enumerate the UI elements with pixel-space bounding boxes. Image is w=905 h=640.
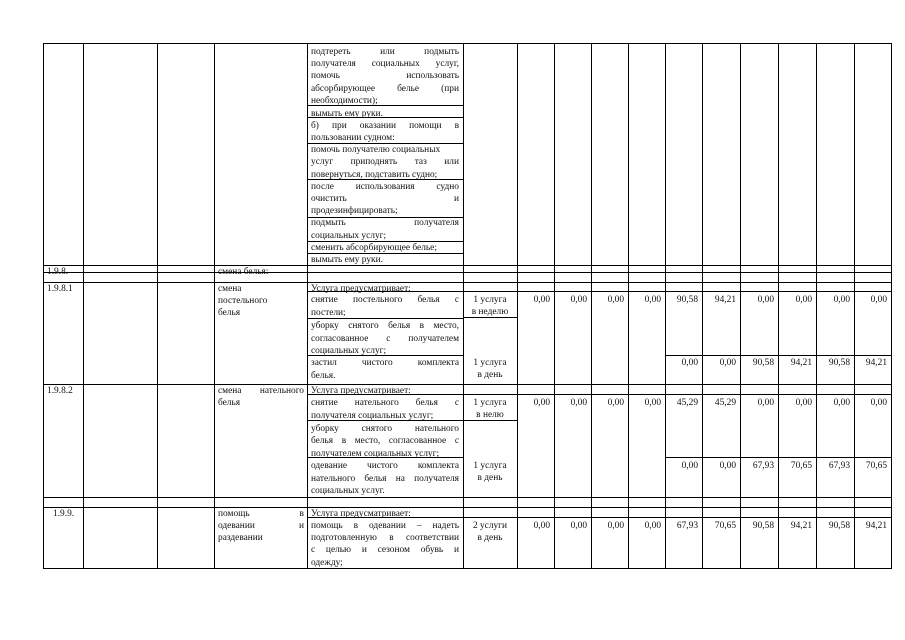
description-line: получателем социальных услуг; [311,448,440,459]
value-cell: 0,00 [681,358,698,368]
table-column-rule [816,43,817,568]
frequency: 1 услуга [473,398,507,408]
value-cell: 70,65 [790,461,812,471]
description-line: застил чистого комплекта [311,358,459,368]
description-line: подмыть получателя [311,218,459,229]
description-line: уборку снятого белья в место, [311,321,459,331]
service-name: белья [218,308,241,319]
table-rule [43,282,892,283]
description-line: вымыть ему руки. [311,108,383,119]
value-cell: 0,00 [719,461,736,471]
table-column-rule [740,43,741,568]
value-cell: 0,00 [681,461,698,471]
description-line: сменить абсорбирующее белье; [311,242,437,253]
service-name: раздевании [218,533,263,544]
description-line: б) при оказании помощи в [311,120,459,131]
value-cell: 0,00 [570,398,587,408]
description-line: услуг приподнять таз или [311,157,459,168]
value-cell: 0,00 [607,295,624,305]
value-cell: 67,93 [752,461,774,471]
table-column-rule [517,43,518,568]
description-line: социальных услуг; [311,346,387,356]
table-rule [43,497,892,498]
description-line: постели; [311,307,346,318]
service-name: смена белья: [218,267,269,277]
description-line: продезинфицировать; [311,206,398,217]
description-line: получателя социальных услуг, [311,59,459,70]
description-line: повернуться, подставить судно; [311,169,438,180]
table-rule [463,394,892,395]
table-column-rule [854,43,855,568]
description-line: одежду; [311,557,343,568]
value-cell: 90,58 [828,521,850,531]
service-name: помощь в [218,509,304,519]
value-cell: 94,21 [714,295,736,305]
value-cell: 0,00 [870,398,887,408]
frequency: в нелю [476,410,504,421]
table-column-rule [43,43,44,568]
value-cell: 0,00 [533,295,550,305]
table-column-rule [307,43,308,568]
value-cell: 94,21 [865,358,887,368]
row-code: 1.9.9. [53,509,75,519]
description-line: подтереть или подмыть [311,47,459,57]
table-column-rule [157,43,158,568]
description-line: помощь в одевании – надеть [311,521,459,531]
value-cell: 0,00 [795,398,812,408]
service-intro: Услуга предусматривает: [311,509,411,519]
description-line: снятие постельного белья с [311,295,459,305]
table-column-rule [214,43,215,568]
value-cell: 67,93 [676,521,698,531]
service-intro: Услуга предусматривает: [311,386,411,396]
value-cell: 0,00 [757,295,774,305]
frequency: в неделю [471,307,509,318]
value-cell: 94,21 [790,521,812,531]
table-rule [43,265,892,266]
value-cell: 0,00 [607,521,624,531]
table-column-rule [83,43,84,568]
frequency: 1 услуга [473,461,507,471]
table-rule [43,507,892,508]
frequency: 1 услуга [473,358,507,368]
value-cell: 0,00 [644,521,661,531]
table-rule [43,43,892,44]
description-line: одевание чистого комплекта [311,461,459,471]
value-cell: 90,58 [676,295,698,305]
value-cell: 94,21 [790,358,812,368]
description-line: белья. [311,370,336,381]
service-intro: Услуга предусматривает: [311,284,411,294]
description-line: социальных услуг; [311,230,387,241]
value-cell: 94,21 [865,521,887,531]
description-line: с целью и сезоном обувь и [311,545,459,556]
description-line: подготовленную в соответствии [311,533,459,544]
service-name: смена нательного [218,386,304,396]
frequency: в день [477,533,503,544]
value-cell: 0,00 [570,521,587,531]
description-line: белья в место, согласованное с [311,436,459,446]
frequency: 1 услуга [473,295,507,305]
description-line: социальных услуг. [311,486,385,496]
description-line: уборку снятого нательного [311,423,459,434]
value-cell: 0,00 [870,295,887,305]
description-line: нательного белья на получателя [311,473,459,484]
description-line: снятие нательного белья с [311,398,459,408]
value-cell: 0,00 [719,358,736,368]
value-cell: 0,00 [833,295,850,305]
table-rule [665,457,892,458]
table-rule [43,272,892,273]
service-name: одевании и [218,521,304,532]
table-rule [43,568,892,569]
value-cell: 90,58 [752,358,774,368]
service-name: постельного [218,296,268,307]
row-code: 1.9.8. [47,267,69,277]
value-cell: 0,00 [644,398,661,408]
value-cell: 0,00 [533,398,550,408]
table-column-rule [665,43,666,568]
table-rule [43,384,892,385]
value-cell: 0,00 [833,398,850,408]
value-cell: 0,00 [570,295,587,305]
row-code: 1.9.8.1 [47,284,73,294]
value-cell: 0,00 [644,295,661,305]
value-cell: 45,29 [676,398,698,408]
frequency: в день [477,473,503,484]
table-column-rule [591,43,592,568]
frequency: 2 услуги [472,521,508,531]
description-line: помочь получателю социальных [311,145,441,156]
table-column-rule [891,43,892,568]
description-line: вымыть ему руки. [311,254,383,265]
value-cell: 0,00 [533,521,550,531]
value-cell: 67,93 [828,461,850,471]
table-column-rule [702,43,703,568]
description-line: пользовании судном: [311,132,395,143]
value-cell: 45,29 [714,398,736,408]
value-cell: 70,65 [714,521,736,531]
description-line: очистить и [311,193,459,204]
value-cell: 90,58 [828,358,850,368]
description-line: необходимости); [311,95,378,106]
table-rule [463,291,892,292]
service-name: белья [218,398,241,409]
description-line: абсорбирующее белье (при [311,83,459,94]
table-column-rule [554,43,555,568]
service-name: смена [218,284,242,294]
table-rule [665,355,892,356]
table-column-rule [628,43,629,568]
description-line: согласованное с получателем [311,333,459,344]
table-column-rule [778,43,779,568]
description-line: после использования судно [311,181,459,192]
description-line: получателя социальных услуг; [311,410,434,421]
value-cell: 70,65 [865,461,887,471]
value-cell: 0,00 [757,398,774,408]
value-cell: 0,00 [795,295,812,305]
frequency: в день [477,370,503,381]
value-cell: 90,58 [752,521,774,531]
description-line: помочь использовать [311,71,459,82]
row-code: 1.9.8.2 [47,386,73,396]
value-cell: 0,00 [607,398,624,408]
